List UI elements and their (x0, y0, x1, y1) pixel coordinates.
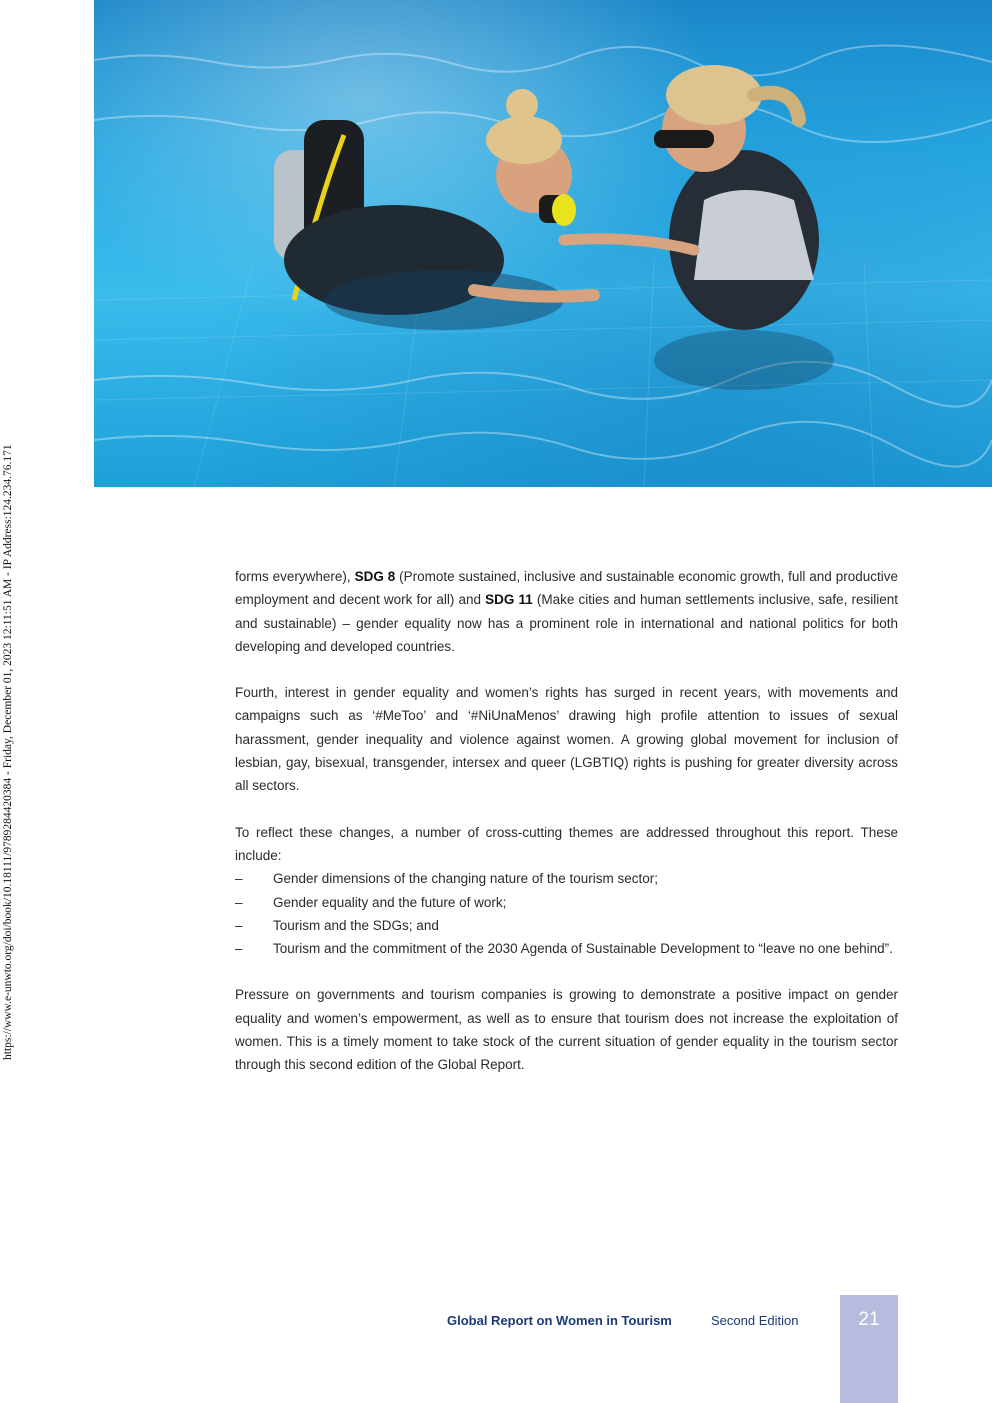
list-item (235, 891, 898, 914)
list-dash: – (235, 917, 243, 933)
sdg-11-label: SDG 11 (485, 592, 533, 608)
list-item-text: Tourism and the commitment of the 2030 Agenda of Sustainable Development to “leave no one behind”. (273, 941, 893, 957)
paragraph-sdg-text-1: forms everywhere), (235, 569, 355, 584)
paragraph-sdg (235, 565, 898, 658)
paragraph-pressure: Pressure on governments and tourism companies is growing to demonstrate a positive impact on gender equality and women’s empowerment, as well as to ensure that tourism does not increase the exploitation of women. This is a timely moment to take stock of the current situation of gender equality in the tourism sector through this second edition of the Global Report. (235, 987, 898, 1073)
list-dash: – (235, 894, 243, 910)
footer-edition: Second Edition (711, 1313, 799, 1328)
hero-photo-scuba-lesson (94, 0, 992, 487)
paragraph-fourth: Fourth, interest in gender equality and women’s rights has surged in recent years, with movements and campaigns such as ‘#MeToo’ and ‘#NiUnaMenos’ drawing high profile attention to issues of sexual harassment, gender inequality and violence against women. A growing global movement for inclusion of lesbian, gay, bisexual, transgender, intersex and queer (LGBTIQ) rights is pushing for greater diversity across all sectors. (235, 685, 898, 794)
list-item-text: Gender equality and the future of work; (273, 894, 507, 910)
download-watermark: https://www.e-unwto.org/doi/book/10.18111/9789284420384 - Friday, December 01, 2023 12:11:51 AM - IP Address:124.234.76.171 (2, 444, 14, 1060)
list-item (235, 867, 898, 890)
list-dash: – (235, 941, 243, 957)
footer-report-title: Global Report on Women in Tourism (447, 1313, 672, 1328)
diver-left-figure (274, 89, 594, 330)
list-item (235, 937, 898, 960)
list-item-text: Gender dimensions of the changing nature of the tourism sector; (273, 871, 658, 887)
body-text (235, 565, 898, 1100)
list-dash: – (235, 871, 243, 887)
paragraph-sdg-text-2: (Promote sustained, inclusive and sustainable economic growth, full and productive employment and decent work for all) and (235, 569, 899, 608)
list-item (235, 914, 898, 937)
sdg-8-label: SDG 8 (354, 569, 396, 584)
paragraph-sdg-text-3: (Make cities and human settlements inclusive, safe, resilient and sustainable) – gender equality now has a prominent role in international and national politics for both developing and developed countries. (235, 592, 898, 654)
paragraph-themes-intro: To reflect these changes, a number of cross-cutting themes are addressed throughout this report. These include: (235, 824, 898, 863)
pool-scene-illustration (94, 0, 992, 487)
list-item-text: Tourism and the SDGs; and (273, 917, 439, 933)
page-number: 21 (858, 1309, 880, 1330)
page-number-tab (840, 1295, 898, 1403)
diver-right-figure (564, 65, 834, 390)
themes-list (235, 867, 898, 960)
